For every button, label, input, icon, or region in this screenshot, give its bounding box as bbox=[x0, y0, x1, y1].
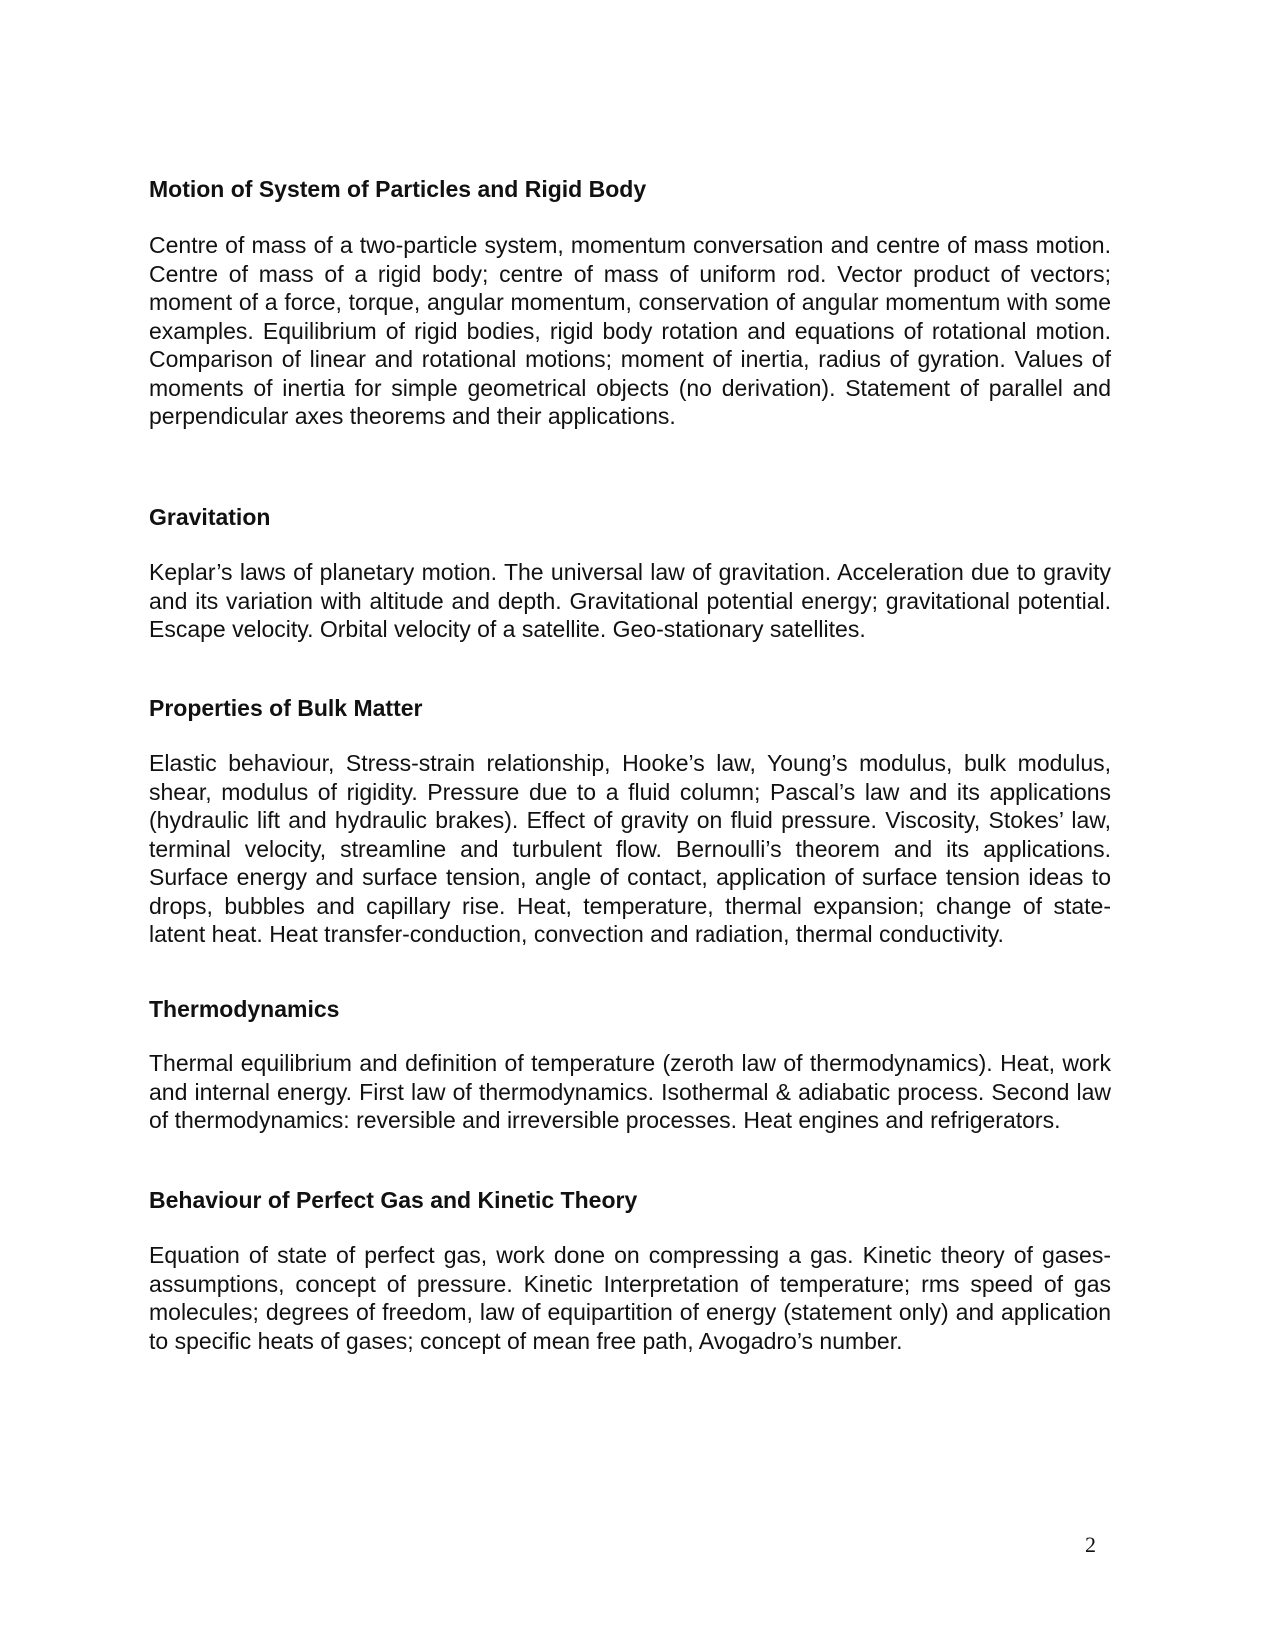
section-heading-kinetic-theory: Behaviour of Perfect Gas and Kinetic Theory bbox=[149, 1187, 638, 1213]
section-heading-gravitation: Gravitation bbox=[149, 504, 271, 530]
section-body-gravitation: Keplar’s laws of planetary motion. The universal law of gravitation. Acceleration due to gravity and its variation with altitude and depth. Gravitational potential energy; gravitational potential. Escape velocity. Orbital velocity of a satellite. Geo-stationary satellites. bbox=[149, 559, 1111, 642]
section-body-kinetic-theory: Equation of state of perfect gas, work done on compressing a gas. Kinetic theory of gases-assumptions, concept of pressure. Kinetic Interpretation of temperature; rms speed of gas molecules; degrees of freedom, law of equipartition of energy (statement only) and application to specific heats of gases; concept of mean free path, Avogadro’s number. bbox=[149, 1242, 1111, 1354]
document-page bbox=[149, 0, 1111, 1651]
page-number: 2 bbox=[1085, 1532, 1096, 1557]
section-heading-thermodynamics: Thermodynamics bbox=[149, 996, 340, 1022]
section-body-rigid-body: Centre of mass of a two-particle system, momentum conversation and centre of mass motion. Centre of mass of a rigid body; centre of mass of uniform rod. Vector product of vectors; moment of a force, torque, angular momentum, conservation of angular momentum with some examples. Equilibrium of rigid bodies, rigid body rotation and equations of rotational motion. Comparison of linear and rotational motions; moment of inertia, radius of gyration. Values of moments of inertia for simple geometrical objects (no derivation). Statement of parallel and perpendicular axes theorems and their applications. bbox=[149, 232, 1111, 429]
section-heading-bulk-matter: Properties of Bulk Matter bbox=[149, 695, 423, 721]
section-body-thermodynamics: Thermal equilibrium and definition of temperature (zeroth law of thermodynamics). Heat, work and internal energy. First law of thermodynamics. Isothermal & adiabatic process. Second law of thermodynamics: reversible and irreversible processes. Heat engines and refrigerators. bbox=[149, 1050, 1111, 1133]
section-body-bulk-matter: Elastic behaviour, Stress-strain relationship, Hooke’s law, Young’s modulus, bulk modulus, shear, modulus of rigidity. Pressure due to a fluid column; Pascal’s law and its applications (hydraulic lift and hydraulic brakes). Effect of gravity on fluid pressure. Viscosity, Stokes’ law, terminal velocity, streamline and turbulent flow. Bernoulli’s theorem and its applications. Surface energy and surface tension, angle of contact, application of surface tension ideas to drops, bubbles and capillary rise. Heat, temperature, thermal expansion; change of state-latent heat. Heat transfer-conduction, convection and radiation, thermal conductivity. bbox=[149, 750, 1111, 947]
section-heading-rigid-body: Motion of System of Particles and Rigid Body bbox=[149, 176, 647, 202]
